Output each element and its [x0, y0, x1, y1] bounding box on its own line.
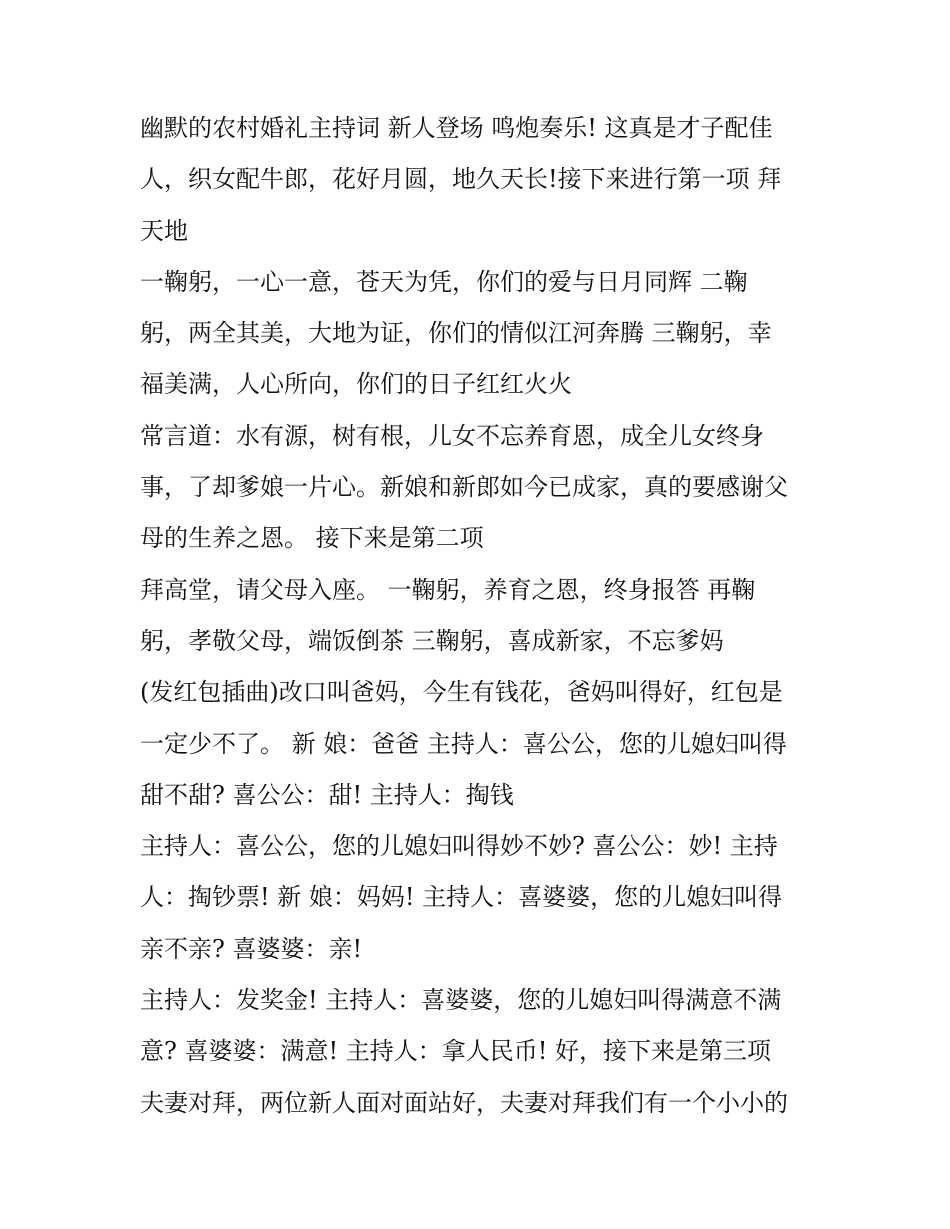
text-line: 意? 喜婆婆：满意! 主持人：拿人民币! 好，接下来是第三项: [140, 1037, 772, 1066]
text-line: 夫妻对拜，两位新人面对面站好，夫妻对拜我们有一个小小的: [140, 1088, 788, 1117]
text-line: 一鞠躬，一心一意，苍天为凭，你们的爱与日月同辉 二鞠: [140, 267, 748, 296]
text-line: 母的生养之恩。 接下来是第二项: [140, 524, 484, 553]
text-line: 拜高堂，请父母入座。 一鞠躬，养育之恩，终身报答 再鞠: [140, 575, 756, 604]
text-line: 人：掏钞票! 新 娘：妈妈! 主持人：喜婆婆，您的儿媳妇叫得: [140, 883, 783, 912]
text-line: 福美满，人心所向，你们的日子红红火火: [140, 370, 572, 399]
text-line: 事，了却爹娘一片心。新娘和新郎如今已成家，真的要感谢父: [140, 473, 788, 502]
document-body: [140, 103, 820, 1129]
text-line: 躬，两全其美，大地为证，你们的情似江河奔腾 三鞠躬，幸: [140, 319, 772, 348]
text-line: 主持人：发奖金! 主持人：喜婆婆，您的儿媳妇叫得满意不满: [140, 986, 782, 1015]
text-line: 主持人：喜公公，您的儿媳妇叫得妙不妙? 喜公公：妙! 主持: [140, 832, 778, 861]
text-line: 躬，孝敬父母，端饭倒茶 三鞠躬，喜成新家，不忘爹妈: [140, 626, 724, 655]
text-line: 甜不甜? 喜公公：甜! 主持人：掏钱: [140, 780, 514, 809]
text-line: 常言道：水有源，树有根，儿女不忘养育恩，成全儿女终身: [140, 421, 764, 450]
text-line: 人，织女配牛郎，花好月圆，地久天长!接下来进行第一项 拜: [140, 165, 782, 194]
text-line: 一定少不了。 新 娘：爸爸 主持人：喜公公，您的儿媳妇叫得: [140, 729, 787, 758]
text-line: 天地: [140, 216, 188, 245]
text-line: 亲不亲? 喜婆婆：亲!: [140, 934, 363, 963]
text-line: 幽默的农村婚礼主持词 新人登场 鸣炮奏乐! 这真是才子配佳: [140, 114, 773, 142]
text-line: (发红包插曲)改口叫爸妈，今生有钱花，爸妈叫得好，红包是: [140, 678, 783, 707]
